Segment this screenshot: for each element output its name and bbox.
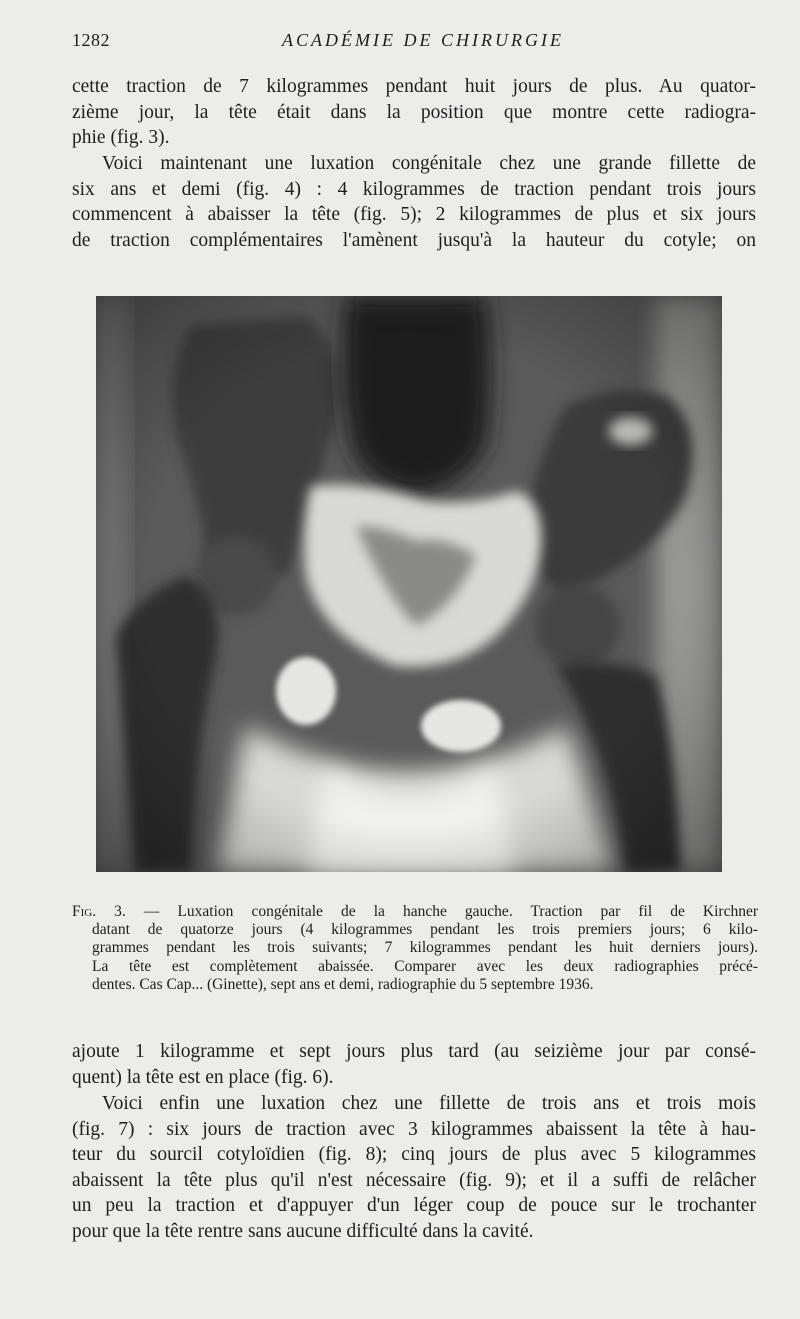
caption-line [72,903,758,921]
text-line: phie (fig. 3). [72,127,170,149]
paragraph-3 [72,1039,756,1090]
caption-line: La tête est complètement abaissée. Comparer avec les deux radiographies précé- [92,957,758,975]
text-line: teur du sourcil cotyloïdien (fig. 8); cinq jours de plus avec 5 kilogrammes [72,1144,756,1166]
text-line: Voici enfin une luxation chez une fillette de trois ans et trois mois [102,1093,756,1114]
text-line: six ans et demi (fig. 4) : 4 kilogrammes de traction pendant trois jours [72,178,756,200]
page-number: 1282 [72,30,110,50]
paragraph-4 [72,1091,756,1245]
figure-caption [72,903,758,994]
caption-line: grammes pendant les trois suivants; 7 kilogrammes pendant les huit derniers jours). [92,939,758,957]
caption-line: dentes. Cas Cap... (Ginette), sept ans et demi, radiographie du 5 septembre 1936. [92,975,594,993]
text-line: ajoute 1 kilogramme et sept jours plus tard (au seizième jour par consé- [72,1041,756,1062]
text-line: cette traction de 7 kilogrammes pendant huit jours de plus. Au quator- [72,76,756,97]
text-line: pour que la tête rentre sans aucune difficulté dans la cavité. [72,1220,534,1242]
paragraph-1 [72,74,756,151]
text-line: abaissent la tête plus qu'il n'est nécessaire (fig. 9); et il a suffi de relâcher [72,1169,756,1191]
text-line: quent) la tête est en place (fig. 6). [72,1066,334,1088]
text-line: Voici maintenant une luxation congénitale chez une grande fillette de [102,153,756,174]
figure-label: Fig. 3. [72,903,126,920]
text-line: de traction complémentaires l'amènent jusqu'à la hauteur du cotyle; on [72,229,756,251]
caption-line: datant de quatorze jours (4 kilogrammes pendant les trois premiers jours; 6 kilo- [92,921,758,939]
text-line: zième jour, la tête était dans la position que montre cette radiogra- [72,101,756,123]
radiograph-figure [96,296,722,872]
pelvis-xray-image [96,296,722,872]
caption-text: — Luxation congénitale de la hanche gauche. Traction par fil de Kirchner [143,903,759,920]
text-line: un peu la traction et d'appuyer d'un léger coup de pouce sur le trochanter [72,1195,756,1217]
text-line: commencent à abaisser la tête (fig. 5); 2 kilogrammes de plus et six jours [72,204,756,226]
running-title: ACADÉMIE DE CHIRURGIE [282,30,564,50]
paragraph-2 [72,151,756,253]
text-line: (fig. 7) : six jours de traction avec 3 kilogrammes abaissent la tête à hau- [72,1118,756,1140]
